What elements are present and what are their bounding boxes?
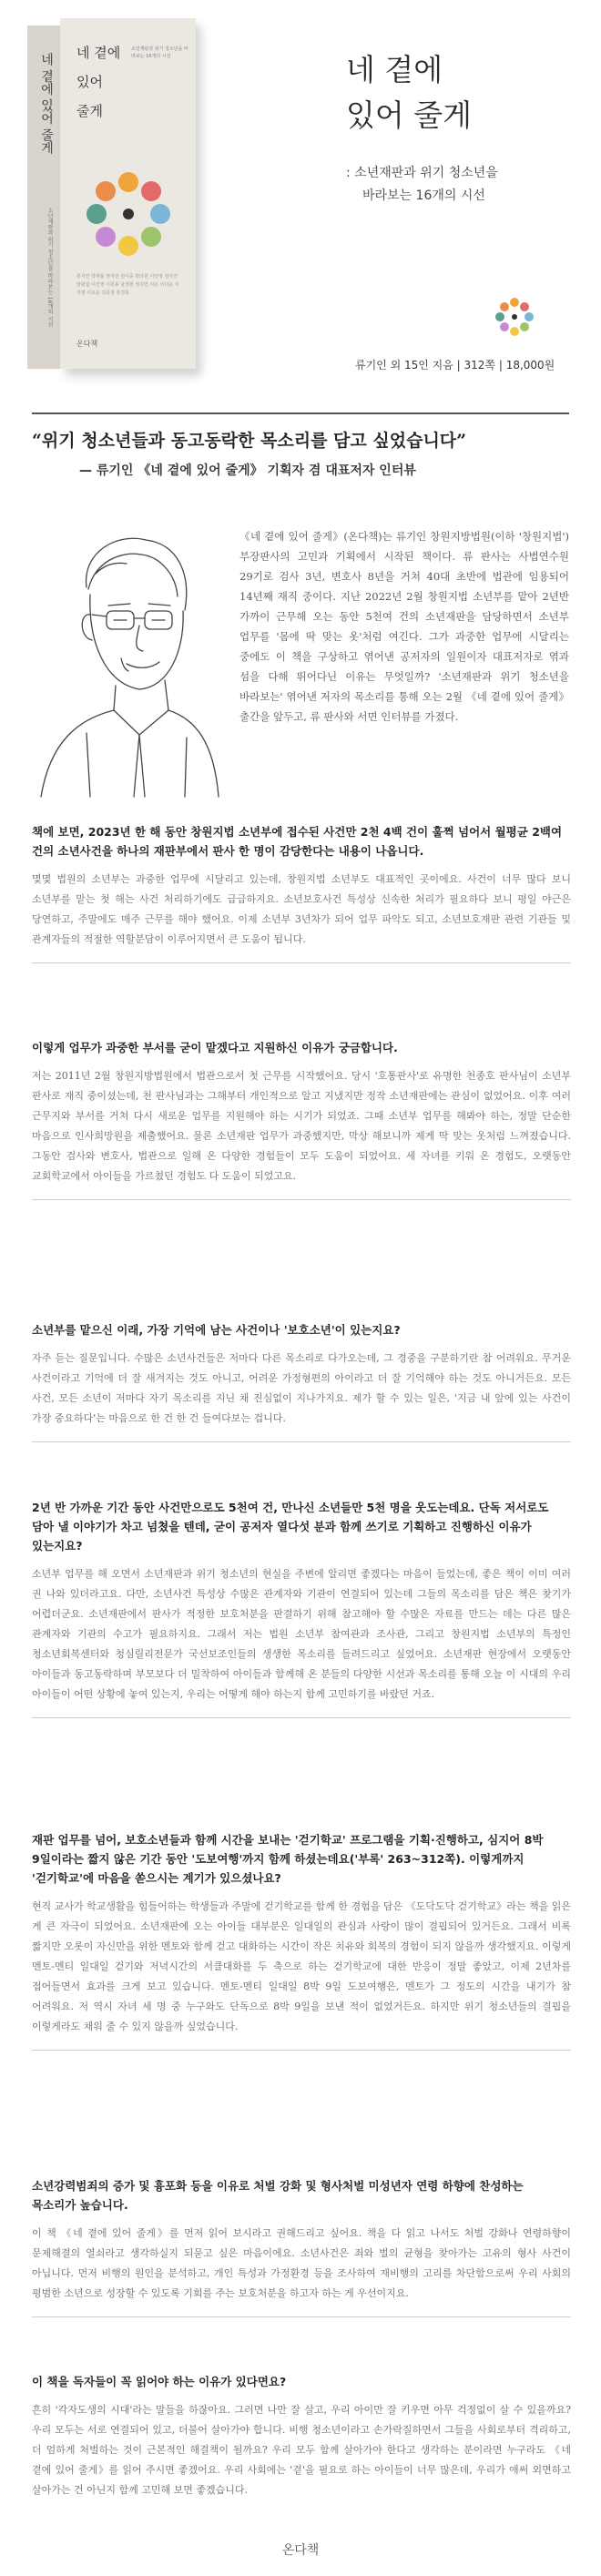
interview-intro: 《네 곁에 있어 줄게》(온다책)는 류기인 창원지방법원(이하 '창원지법') 부장판사의 고민과 기획에서 시작된 책이다. 류 판사는 사법연수원 29기로 검사 3년, 변호사 8년을 거쳐 40대 초반에 법관에 임용되어 14년째 재직 중이다. 지난 2022년 2월 창원지법 소년부를 맡아 2년반 가까이 근무해 오는 동안 5천여 건의 소년재판을 담당하면서 소년부 업무를 '몸에 딱 맞는 옷'처럼 여긴다. 그가 과중한 업무에 시달리는 중에도 이 책을 구상하고 엮어낸 공저자의 일원이자 대표저자로 엮과 섬을 다해 뛰어다닌 이유는 무엇일까? '소년재판과 위기 청소년을 바라보는' 엮어낸 저자의 목소리를 통해 오는 2월 《네 곁에 있어 줄게》 출간을 앞두고, 류 판사와 서면 인터뷰를 가졌다.: [239, 530, 569, 723]
qa-question: 2년 반 가까운 기간 동안 사건만으로도 5천여 건, 만나신 소년들만 5천 명을 웃도는데요. 단독 저서로도 담아 낼 이야기가 차고 넘쳤을 텐데, 굳이 공저자 열다섯 분과 함께 쓰기로 기획하고 진행하신 이유가 있는지요?: [32, 1501, 549, 1553]
cover-author-list: 류기인 박재홍 천지민 김이중 박다원 이인영 김아인 양광섭 이진영 이원용 남정현 권지연 지은 이다운 이지영 이오운 김종철 류경록: [76, 274, 179, 296]
qa-item-3: [32, 1320, 571, 1442]
book-emblem-icon: [494, 296, 535, 338]
book-subtitle: [346, 162, 498, 208]
qa-item-2: [32, 1038, 571, 1200]
interview-headline: [32, 428, 578, 479]
qa-item-6: [32, 2176, 571, 2317]
book-cover-image: [27, 18, 196, 369]
headline-byline: — 류기인 《네 곁에 있어 줄게》 기획자 겸 대표저자 인터뷰: [79, 463, 416, 478]
qa-question: 소년강력범죄의 증가 및 흉포화 등을 이유로 처벌 강화 및 형사처벌 미성년자 연령 하향에 찬성하는 목소리가 높습니다.: [32, 2179, 524, 2212]
book-meta-info: 류기인 외 15인 지음 | 312쪽 | 18,000원: [355, 359, 555, 372]
book-title-line2: 있어 줄게: [346, 97, 473, 133]
cover-title-line: 있어: [76, 74, 103, 90]
spine-subtitle: 소년재판과 위기 청소년을 바라보는 16개의 시선: [46, 208, 53, 328]
section-divider: [32, 412, 569, 414]
qa-answer: 소년부 업무를 해 오면서 소년재판과 위기 청소년의 현실을 주변에 알리면 좋겠다는 마음이 들었는데, 좋은 책이 이미 여러 권 나와 있더라고요. 다만, 소년사건 특성상 수많은 관계자와 기관이 연결되어 있는데 그들의 목소리를 담은 책은 찾기가 어렵더군요. 소년재판에서 판사가 적정한 보호처분을 판결하기 위해 참고해야 할 수많은 자료를 만드는 데는 다른 많은 관계자와 기관의 수고가 필요하지요. 그래서 저는 법원 소년부 참여관과 조사관, 그리고 창원지법 소년부의 특정인 청소년회복센터와 청심릴리전문가 국선보조인들의 생생한 목소리를 들려드리고 싶었어요. 소년재판 현장에서 오랫동안 아이들과 동고동락하며 부모보다 더 밀착하여 아이들과 함께해 온 분들의 다양한 시선과 목소리를 통해 오늘 이 시대의 우리 아이들이 어떤 상황에 놓여 있는지, 우리는 어떻게 해야 하는지 함께 고민하기를 바랐던 거죠.: [32, 1568, 571, 1700]
cover-publisher: 온다책: [76, 340, 98, 348]
qa-question: 책에 보면, 2023년 한 해 동안 창원지법 소년부에 접수된 사건만 2천 4백 건이 훌쩍 넘어서 월평균 2백여 건의 소년사건을 하나의 재판부에서 판사 한 명이 감당한다는 내용이 나옵니다.: [32, 825, 563, 858]
qa-answer: 저는 2011년 2월 창원지방법원에서 법관으로서 첫 근무를 시작했어요. 당시 '호통판사'로 유명한 천종호 판사님이 소년부 판사로 재직 중이셨는데, 천 판사님과는 그해부터 개인적으로 알고 지냈지만 정작 소년재판에는 관심이 없었어요. 이후 여러 근무지와 부서를 거쳐 다시 새로운 업무를 지원해야 하는 시기가 되었죠. 그때 소년부 업무를 해봐야 하는, 정말 단순한 마음으로 인사희망원을 제출했어요. 물론 소년재판 업무가 과중했지만, 막상 해보니까 제게 딱 맞는 옷처럼 느껴졌습니다. 그동안 검사와 변호사, 법관으로 일해 온 다양한 경험들이 모두 도움이 되었어요. 세 자녀를 키워 온 경험도, 오랫동안 교회학교에서 아이들을 가르쳤던 경험도 다 도움이 되었고요.: [32, 1070, 571, 1182]
qa-question: 소년부를 맡으신 이래, 가장 기억에 남는 사건이나 '보호소년'이 있는지요?: [32, 1323, 401, 1337]
cover-title-line: 네 곁에: [76, 45, 121, 61]
hero-section: [0, 0, 601, 396]
qa-item-7: [32, 2372, 571, 2500]
qa-question: 이 책을 독자들이 꼭 읽어야 하는 이유가 있다면요?: [32, 2375, 287, 2388]
book-title-line1: 네 곁에: [346, 52, 443, 87]
spine-title: 네 곁에 있어 줄게: [39, 53, 54, 155]
qa-answer: 흔히 '각자도생의 시대'라는 말들을 하잖아요. 그러면 나만 잘 살고, 우리 아이만 잘 키우면 아무 걱정없이 살 수 있을까요? 우리 모두는 서로 연결되어 있고, 더불어 살아가야 합니다. 비행 청소년이라고 손가락질하면서 그들을 사회로부터 격리하고, 더 엄하게 처벌하는 것이 근본적인 해결책이 될까요? 우리 모두 함께 살아가야 한다고 생각하는 분이라면 누구라도 《네 곁에 있어 줄게》를 읽어 주시면 좋겠어요. 우리 사회에는 '곁'을 필요로 하는 아이들이 너무 많은데, 우리가 애써 외면하고 살아가는 건 아닌지 함께 고민해 보면 좋겠습니다.: [32, 2404, 571, 2496]
qa-answer: 몇몇 법원의 소년부는 과중한 업무에 시달리고 있는데, 창원지법 소년부도 대표적인 곳이에요. 사건이 너무 많다 보니 소년부를 맡는 첫 해는 사건 처리하기에도 급급하지요. 소년보호사건 특성상 신속한 처리가 필요하다 보니 평일 야근은 당연하고, 주말에도 매주 근무를 해야 했어요. 이제 소년부 3년차가 되어 업무 파악도 되고, 소년보호재판 관련 기관들 및 관계자들의 적절한 역할분담이 이루어지면서 큰 도움이 됩니다.: [32, 873, 571, 945]
cover-tagline: 소년재판과 위기 청소년을 바라보는 16개의 시선: [131, 46, 188, 59]
book-title: [346, 47, 472, 138]
qa-question: 재판 업무를 넘어, 보호소년들과 함께 시간을 보내는 '걷기학교' 프로그램을 기획·진행하고, 심지어 8박 9일이라는 짧지 않은 기간 동안 '도보여행'까지 함께 하셨는데요('부록' 263~312쪽). 이렇게까지 '걷기학교'에 마음을 쏟으시는 계기가 있으셨나요?: [32, 1833, 544, 1885]
book-front-cover: [60, 18, 196, 369]
qa-item-5: [32, 1830, 571, 2051]
publisher-logo: 온다책: [281, 2543, 320, 2558]
cover-emblem-icon: [78, 164, 178, 264]
cover-title-line: 줄게: [76, 103, 103, 119]
qa-item-4: [32, 1498, 571, 1718]
qa-item-1: [32, 822, 571, 963]
qa-answer: 현직 교사가 학교생활을 힘들어하는 학생들과 주말에 걷기학교를 함께 한 경험을 담은 《도닥도닥 걷기학교》라는 책을 읽은 게 큰 자극이 되었어요. 소년재판에 오는 아이들 대부분은 일대일의 관심과 사랑이 많이 결핍되어 있거든요. 그래서 비록 짧지만 오롯이 자신만을 위한 멘토와 함께 걷고 대화하는 시간이 작은 치유와 회복의 경험이 되지 않을까 생각했지요. 이렇게 멘토-멘티 일대일 걷기와 저녁시간의 서클대화를 두 축으로 하는 걷기학교에 대한 반응이 정말 좋았고, 이제 2년차를 접어들면서 효과를 크게 보고 있습니다. 멘토-멘티 일대일 8박 9일 도보여행은, 멘토가 그 정도의 시간을 내기가 참 어려워요. 저 역시 자녀 세 명 중 누구와도 단독으로 8박 9일을 보낸 적이 없었거든요. 하지만 위기 청소년들의 결핍을 이렇게라도 채워 줄 수 있지 않을까 싶었습니다.: [32, 1900, 571, 2032]
book-spine: [27, 25, 64, 369]
qa-answer: 이 책 《네 곁에 있어 줄게》를 먼저 읽어 보시라고 권해드리고 싶어요. 책을 다 읽고 나서도 처벌 강화나 연령하향이 문제해결의 열쇠라고 생각하실지 되묻고 싶은 마음이에요. 소년사건은 죄와 벌의 균형을 찾아가는 고유의 형사 사건이 아닙니다. 먼저 비행의 원인을 분석하고, 개인 특성과 가정환경 등을 조사하여 재비행의 고리를 차단함으로써 우리 사회의 평범한 소년으로 성장할 수 있도록 기회를 주는 보호처분을 하고자 하는 게 우선이지요.: [32, 2227, 571, 2299]
book-subtitle-line2: 바라보는 16개의 시선: [362, 188, 485, 203]
qa-answer: 자주 듣는 질문입니다. 수많은 소년사건들은 저마다 다른 목소리로 다가오는데, 그 경중을 구분하기란 참 어려워요. 무거운 사건이라고 기억에 더 잘 새겨지는 것도 아니고, 어려운 가정형편의 아이라고 더 잘 기억해야 하는 것도 아니거든요. 모든 사건, 모든 소년이 저마다 자기 목소리를 지닌 채 진심없이 지나가지요. 제가 할 수 있는 일은, '지금 내 앞에 있는 사건이 가장 중요하다'는 마음으로 한 건 한 건 들여다보는 겁니다.: [32, 1352, 571, 1424]
book-subtitle-line1: : 소년재판과 위기 청소년을: [346, 166, 498, 180]
headline-quote: “위기 청소년들과 동고동락한 목소리를 담고 싶었습니다”: [32, 431, 467, 451]
qa-question: 이렇게 업무가 과중한 부서를 굳이 맡겠다고 지원하신 이유가 궁금합니다.: [32, 1041, 398, 1054]
author-portrait-illustration: [32, 524, 223, 801]
